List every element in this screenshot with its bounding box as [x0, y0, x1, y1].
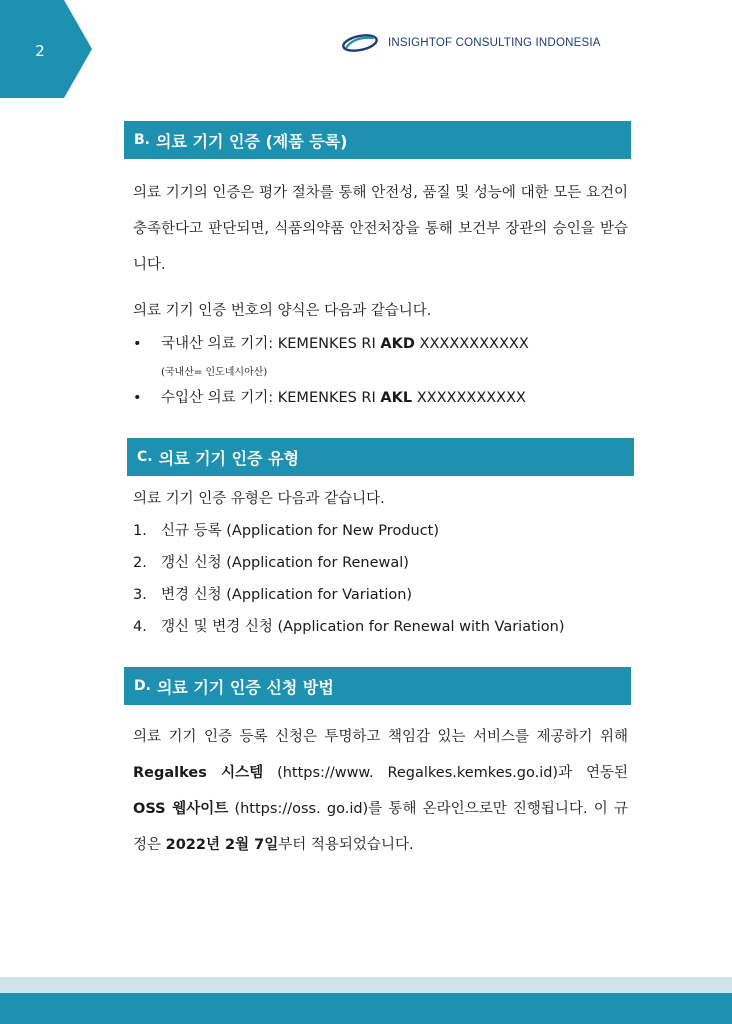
list-item-number: 1. — [133, 523, 147, 539]
list-item — [133, 583, 412, 604]
footer-band-light — [0, 977, 732, 993]
bullet-domestic-suffix: XXXXXXXXXXX — [414, 336, 529, 352]
bullet-imported-code: AKL — [380, 390, 413, 406]
list-item-text: 변경 신청 (Application for Variation) — [161, 587, 413, 603]
bullet-domestic-code: AKD — [380, 336, 415, 352]
section-b-title: 의료 기기 인증 (제품 등록) — [156, 131, 348, 151]
footer-band-dark — [0, 993, 732, 1024]
section-b-header — [124, 121, 631, 159]
bullet-icon: • — [133, 336, 142, 352]
list-item-text: 신규 등록 (Application for New Product) — [161, 523, 440, 539]
bullet-icon: • — [133, 390, 142, 406]
section-c-title: 의료 기기 인증 유형 — [158, 448, 299, 468]
effective-date: 2022년 2월 7일 — [165, 837, 279, 853]
domestic-note: (국내산= 인도네시아산) — [161, 367, 268, 378]
section-b-letter: B. — [134, 132, 150, 148]
section-c-letter: C. — [137, 449, 153, 465]
section-d-text-1: 의료 기기 인증 등록 신청은 투명하고 책임감 있는 서비스를 제공하기 위해 — [133, 729, 628, 745]
section-d-paragraph — [133, 719, 628, 863]
section-d-text-4: 부터 적용되었습니다. — [278, 837, 414, 853]
list-item-text: 갱신 신청 (Application for Renewal) — [161, 555, 409, 571]
section-d-letter: D. — [134, 678, 151, 694]
list-item-number: 3. — [133, 587, 147, 603]
section-d-header — [124, 667, 631, 705]
section-d-text-2: (https://www. Regalkes.kemkes.go.id)과 연동된 — [263, 765, 629, 781]
list-item-number: 4. — [133, 619, 147, 635]
format-intro: 의료 기기 인증 번호의 양식은 다음과 같습니다. — [133, 303, 432, 319]
section-c-header — [127, 438, 634, 476]
page-number: 2 — [35, 42, 45, 60]
oss-website: OSS 웹사이트 — [133, 801, 229, 817]
section-d-title: 의료 기기 인증 신청 방법 — [156, 677, 334, 697]
brand-name: INSIGHTOF CONSULTING INDONESIA — [388, 37, 601, 49]
bullet-imported-suffix: XXXXXXXXXXX — [412, 390, 526, 406]
bullet-domestic — [133, 332, 529, 353]
brand-header — [340, 32, 601, 54]
list-item — [133, 615, 565, 636]
bullet-domestic-prefix: 국내산 의료 기기: KEMENKES RI — [161, 336, 381, 352]
section-c-intro: 의료 기기 인증 유형은 다음과 같습니다. — [133, 491, 385, 507]
list-item — [133, 551, 409, 572]
list-item-text: 갱신 및 변경 신청 (Application for Renewal with Variation) — [161, 619, 565, 635]
section-d-text-3: (https://oss. go.id)를 통해 온라인으로만 진행됩니다. 이 규정은 — [133, 801, 628, 853]
list-item — [133, 519, 439, 540]
bullet-imported — [133, 386, 526, 407]
regalkes-system: Regalkes 시스템 — [133, 765, 264, 781]
insightof-logo-icon — [340, 32, 380, 54]
section-b-paragraph: 의료 기기의 인증은 평가 절차를 통해 안전성, 품질 및 성능에 대한 모든 요건이 충족한다고 판단되면, 식품의약품 안전처장을 통해 보건부 장관의 승인을 받습니다. — [133, 185, 628, 273]
bullet-imported-prefix: 수입산 의료 기기: KEMENKES RI — [161, 390, 381, 406]
list-item-number: 2. — [133, 555, 147, 571]
